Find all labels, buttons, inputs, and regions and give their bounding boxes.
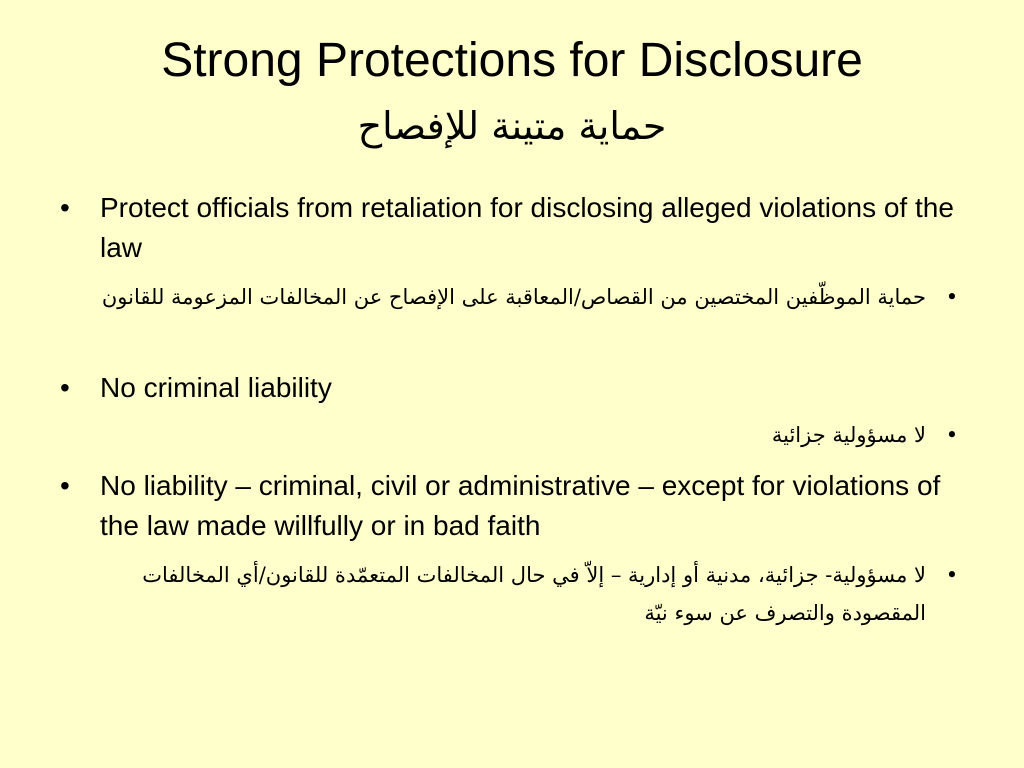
slide-title-arabic: حماية متينة للإفصاح	[357, 104, 667, 148]
bullet-item-no-criminal-liability-ar	[80, 416, 970, 454]
bullet-icon: •	[945, 285, 959, 309]
bullet-item-protect-officials-ar	[80, 278, 970, 316]
bullet-text: Protect officials from retaliation for disclosing alleged violations of the law	[100, 192, 954, 263]
bullet-icon: •	[945, 423, 959, 447]
slide-title-english: Strong Protections for Disclosure	[161, 34, 863, 87]
bullet-text: حماية الموظّفين المختصين من القصاص/المعاقبة على الإفصاح عن المخالفات المزعومة للقانون	[101, 285, 926, 309]
bullet-icon: •	[60, 192, 70, 223]
bullet-item-no-liability-en	[60, 466, 960, 546]
bullet-item-no-criminal-liability-en	[60, 368, 960, 408]
bullet-text: No criminal liability	[100, 372, 332, 403]
bullet-icon: •	[60, 372, 70, 403]
bullet-icon: •	[60, 470, 70, 501]
bullet-item-no-liability-ar	[80, 556, 970, 632]
bullet-text: No liability – criminal, civil or administrative – except for violations of the law made willfully or in bad faith	[100, 470, 941, 541]
bullet-text: لا مسؤولية جزائية	[771, 423, 926, 447]
bullet-text: لا مسؤولية- جزائية، مدنية أو إدارية – إلاّ في حال المخالفات المتعمّدة للقانون/أي المخالفات المقصودة والتصرف عن سوء نيّة	[142, 563, 926, 625]
bullet-icon: •	[945, 563, 959, 587]
bullet-item-protect-officials-en	[60, 188, 960, 268]
